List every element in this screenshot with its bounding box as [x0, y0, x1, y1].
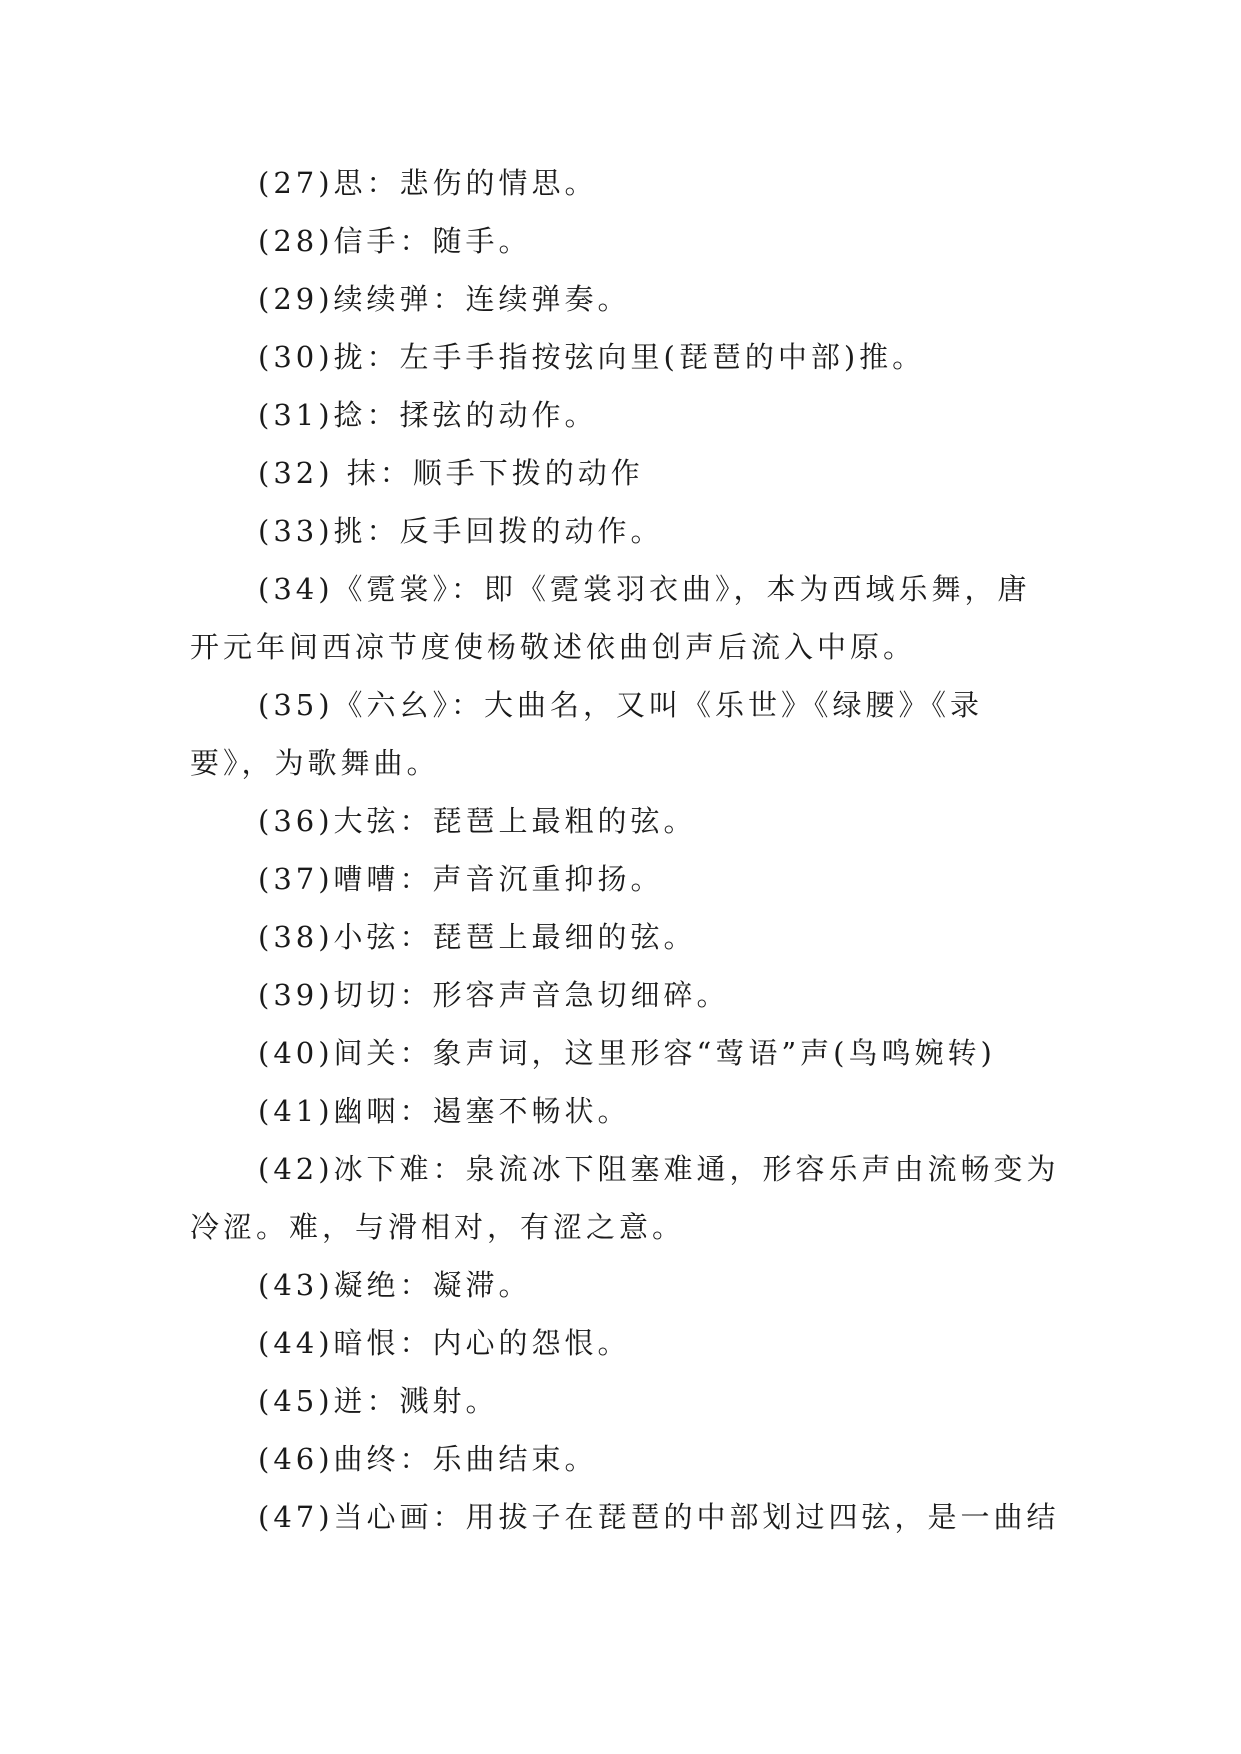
note-30: (30)拢：左手手指按弦向里(琵琶的中部)推。	[258, 340, 926, 374]
note-44: (44)暗恨：内心的怨恨。	[258, 1326, 631, 1360]
note-43: (43)凝绝：凝滞。	[258, 1268, 532, 1302]
note-45: (45)迸：溅射。	[258, 1384, 499, 1418]
note-33: (33)挑：反手回拨的动作。	[258, 514, 664, 548]
note-47: (47)当心画：用拔子在琵琶的中部划过四弦，是一曲结	[258, 1500, 1060, 1534]
note-37: (37)嘈嘈：声音沉重抑扬。	[258, 862, 664, 896]
note-46: (46)曲终：乐曲结束。	[258, 1442, 598, 1476]
note-31: (31)捻：揉弦的动作。	[258, 398, 598, 432]
note-39: (39)切切：形容声音急切细碎。	[258, 978, 730, 1012]
note-38: (38)小弦：琵琶上最细的弦。	[258, 920, 697, 954]
note-34: (34)《霓裳》：即《霓裳羽衣曲》，本为西域乐舞，唐开元年间西凉节度使杨敬述依曲创声后流入中原。	[190, 572, 1031, 664]
note-42: (42)冰下难：泉流冰下阻塞难通，形容乐声由流畅变为冷涩。难，与滑相对，有涩之意。	[190, 1152, 1060, 1244]
note-35: (35)《六幺》：大曲名，又叫《乐世》《绿腰》《录要》，为歌舞曲。	[190, 688, 984, 780]
note-41: (41)幽咽：遏塞不畅状。	[258, 1094, 631, 1128]
note-32: (32) 抹：顺手下拨的动作	[258, 456, 644, 490]
note-28: (28)信手：随手。	[258, 224, 532, 258]
note-36: (36)大弦：琵琶上最粗的弦。	[258, 804, 697, 838]
note-27: (27)思：悲伤的情思。	[258, 166, 598, 200]
note-29: (29)续续弹：连续弹奏。	[258, 282, 631, 316]
annotation-list	[190, 154, 1060, 1546]
note-40: (40)间关：象声词，这里形容“莺语”声(鸟鸣婉转)	[258, 1036, 996, 1070]
